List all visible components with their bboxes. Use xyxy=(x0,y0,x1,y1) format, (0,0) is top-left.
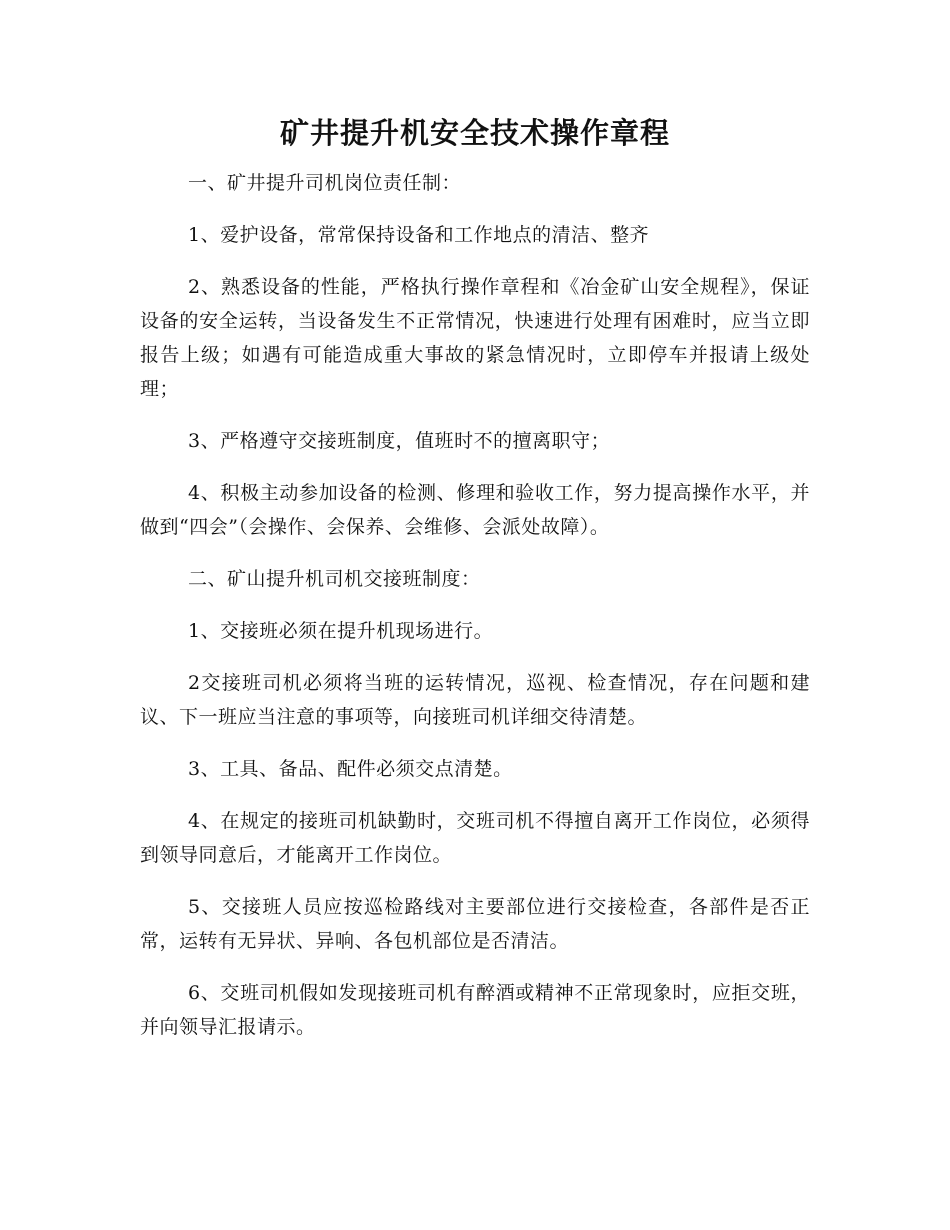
section-heading-2: 二、矿山提升机司机交接班制度： xyxy=(188,568,481,590)
paragraph: 4、在规定的接班司机缺勤时，交班司机不得擅自离开工作岗位，必须得到领导同意后，才能离开工作岗位。 xyxy=(140,810,810,866)
paragraph: 2交接班司机必须将当班的运转情况，巡视、检查情况，存在问题和建议、下一班应当注意的事项等，向接班司机详细交待清楚。 xyxy=(140,672,810,728)
paragraph: 3、严格遵守交接班制度，值班时不的擅离职守； xyxy=(188,430,611,452)
document-title: 矿井提升机安全技术操作章程 xyxy=(279,116,670,150)
paragraph: 6、交班司机假如发现接班司机有醉酒或精神不正常现象时，应拒交班，并向领导汇报请示。 xyxy=(140,982,810,1038)
paragraph: 2、熟悉设备的性能，严格执行操作章程和《冶金矿山安全规程》，保证设备的安全运转，当设备发生不正常情况，快速进行处理有困难时，应当立即报告上级；如遇有可能造成重大事故的紧急情况时，立即停车并报请上级处理； xyxy=(140,276,810,400)
document-page xyxy=(140,112,810,1062)
paragraph: 5、交接班人员应按巡检路线对主要部位进行交接检查，各部件是否正常，运转有无异状、异响、各包机部位是否清洁。 xyxy=(140,896,810,952)
paragraph: 3、工具、备品、配件必须交点清楚。 xyxy=(188,758,513,780)
paragraph: 1、爱护设备，常常保持设备和工作地点的清洁、整齐 xyxy=(188,224,650,246)
paragraph: 1、交接班必须在提升机现场进行。 xyxy=(188,620,494,642)
section-heading-1: 一、矿井提升司机岗位责任制： xyxy=(188,172,462,194)
paragraph: 4、积极主动参加设备的检测、修理和验收工作，努力提高操作水平，并做到“四会”（会操作、会保养、会维修、会派处故障）。 xyxy=(140,482,810,538)
